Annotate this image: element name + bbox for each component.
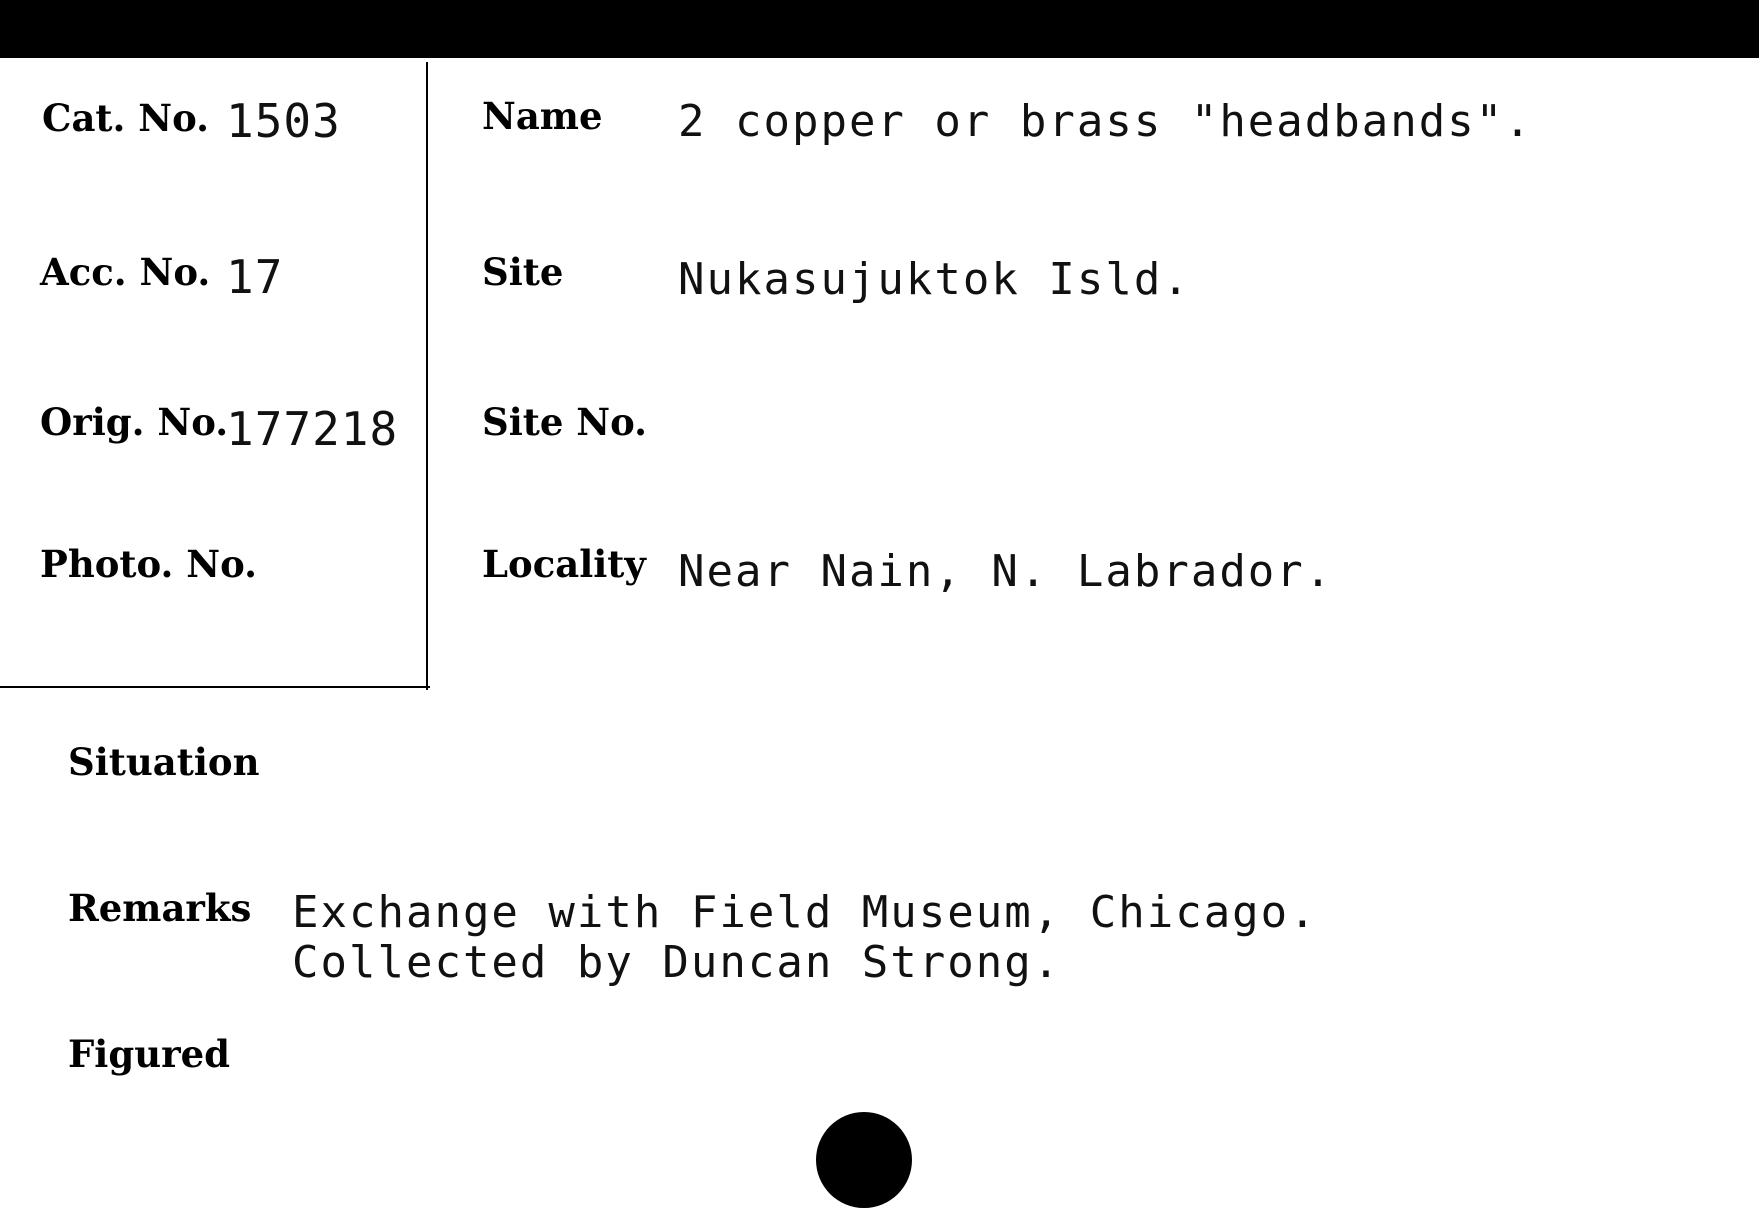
site-no-label: Site No. [482,400,648,444]
cat-no-value: 1503 [226,94,341,148]
punch-hole [816,1112,912,1208]
photo-no-label: Photo. No. [40,542,258,586]
situation-label: Situation [68,740,260,784]
remarks-line-2: Collected by Duncan Strong. [292,937,1062,988]
name-label: Name [482,94,603,138]
remarks-line-1: Exchange with Field Museum, Chicago. [292,887,1318,938]
acc-no-value: 17 [226,250,284,304]
acc-no-label: Acc. No. [40,250,211,294]
locality-label: Locality [482,542,646,586]
left-box-bottom-rule [0,686,430,688]
site-value: Nukasujuktok Isld. [678,254,1191,305]
figured-label: Figured [68,1032,231,1076]
name-value: 2 copper or brass "headbands". [678,96,1533,147]
locality-value: Near Nain, N. Labrador. [678,546,1334,597]
remarks-label: Remarks [68,886,252,930]
cat-no-label: Cat. No. [42,96,210,140]
remarks-text [292,888,1318,988]
column-divider [426,62,428,690]
orig-no-label: Orig. No. [40,400,229,444]
orig-no-value: 177218 [226,402,399,456]
site-label: Site [482,250,564,294]
card-top-edge [0,0,1759,58]
